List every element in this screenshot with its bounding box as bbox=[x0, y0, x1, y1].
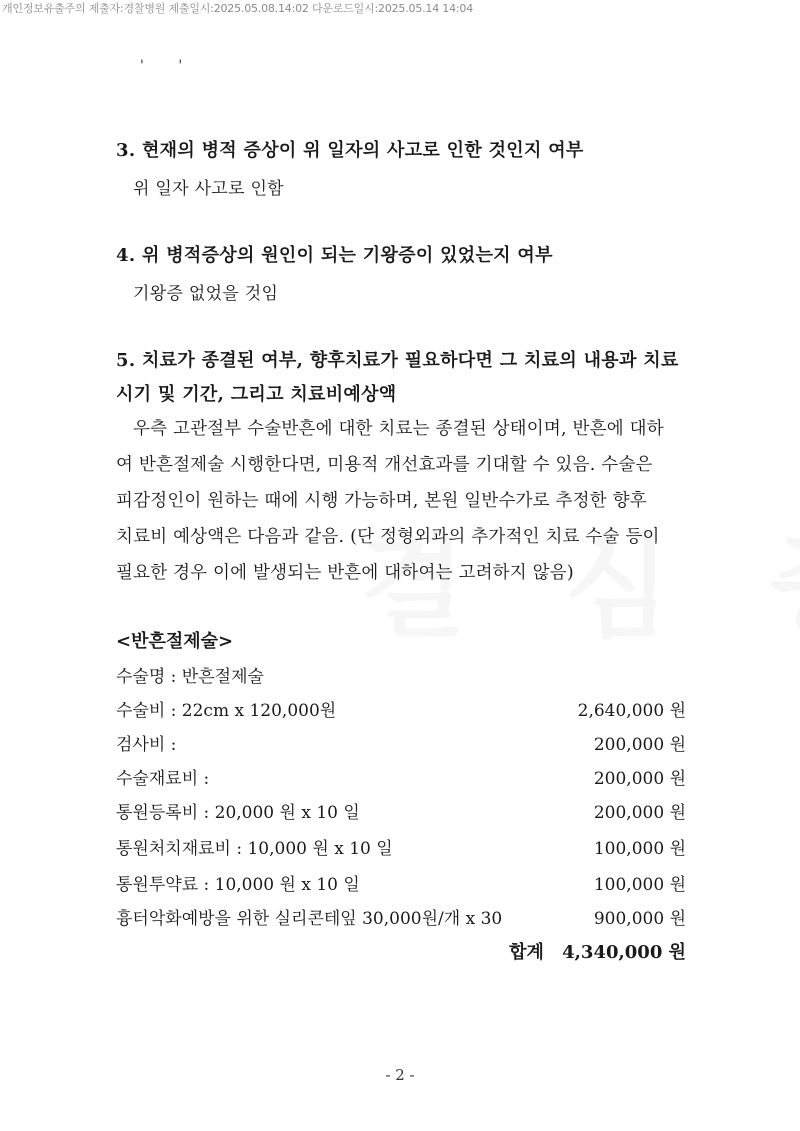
item-3-heading: 3. 현재의 병적 증상이 위 일자의 사고로 인한 것인지 여부 bbox=[116, 140, 584, 161]
cost-label: 통원등록비 : 20,000 원 x 10 일 bbox=[116, 803, 360, 823]
cost-row bbox=[116, 696, 686, 721]
cost-amount: 100,000 원 bbox=[593, 875, 686, 895]
download-watermark: 개인정보유출주의 제출자:경찰병원 제출일시:2025.05.08.14:02 다운로드일시:2025.05.14 14:04 bbox=[2, 2, 474, 15]
cost-label: 수술명 : 반흔절제술 bbox=[116, 667, 264, 687]
total-label: 합계 bbox=[509, 942, 544, 963]
cost-amount: 900,000 원 bbox=[593, 909, 686, 929]
cost-section-title: <반흔절제술> bbox=[116, 631, 234, 652]
item-5-body-line: 피감정인이 원하는 때에 시행 가능하며, 본원 일반수가로 추정한 향후 bbox=[116, 491, 647, 511]
item-5-body-line: 우측 고관절부 수술반흔에 대한 치료는 종결된 상태이며, 반흔에 대하 bbox=[133, 419, 664, 439]
item-3-answer: 위 일자 사고로 인함 bbox=[133, 179, 284, 199]
cost-amount: 200,000 원 bbox=[593, 769, 686, 789]
cost-row bbox=[116, 870, 686, 895]
cost-row bbox=[116, 798, 686, 823]
cost-label: 검사비 : bbox=[116, 735, 177, 755]
cost-label: 수술재료비 : bbox=[116, 769, 210, 789]
item-4-answer: 기왕증 없었을 것임 bbox=[133, 284, 279, 304]
item-5-body-line: 치료비 예상액은 다음과 같음. (단 정형외과의 추가적인 치료 수술 등이 bbox=[116, 527, 660, 547]
cost-label: 통원투약료 : 10,000 원 x 10 일 bbox=[116, 875, 360, 895]
item-5-heading-line1: 5. 치료가 종결된 여부, 향후치료가 필요하다면 그 치료의 내용과 치료 bbox=[116, 350, 679, 371]
scan-marks bbox=[140, 58, 212, 74]
item-5-body-line: 여 반흔절제술 시행한다면, 미용적 개선효과를 기대할 수 있음. 수술은 bbox=[116, 455, 653, 475]
scan-mark: ' bbox=[140, 58, 144, 74]
cost-row bbox=[116, 730, 686, 755]
cost-total bbox=[509, 938, 686, 964]
cost-amount: 200,000 원 bbox=[593, 735, 686, 755]
item-4-heading: 4. 위 병적증상의 원인이 되는 기왕증이 있었는지 여부 bbox=[116, 245, 553, 266]
total-amount: 4,340,000 원 bbox=[562, 942, 686, 963]
cost-amount: 200,000 원 bbox=[593, 803, 686, 823]
page-number: - 2 - bbox=[385, 1066, 415, 1084]
cost-row bbox=[116, 662, 686, 687]
cost-row bbox=[116, 834, 686, 859]
item-5-body-line: 필요한 경우 이에 발생되는 반흔에 대하여는 고려하지 않음) bbox=[116, 563, 574, 583]
cost-label: 수술비 : 22cm x 120,000원 bbox=[116, 701, 337, 721]
item-5-heading-line2: 시기 및 기간, 그리고 치료비예상액 bbox=[116, 384, 397, 405]
cost-amount: 2,640,000 원 bbox=[577, 701, 686, 721]
cost-row bbox=[116, 764, 686, 789]
scan-mark: ' bbox=[178, 58, 183, 74]
cost-label: 흉터악화예방을 위한 실리콘테잎 30,000원/개 x 30 bbox=[116, 909, 503, 929]
cost-label: 통원처치재료비 : 10,000 원 x 10 일 bbox=[116, 839, 393, 859]
cost-amount: 100,000 원 bbox=[593, 839, 686, 859]
cost-row bbox=[116, 904, 686, 929]
